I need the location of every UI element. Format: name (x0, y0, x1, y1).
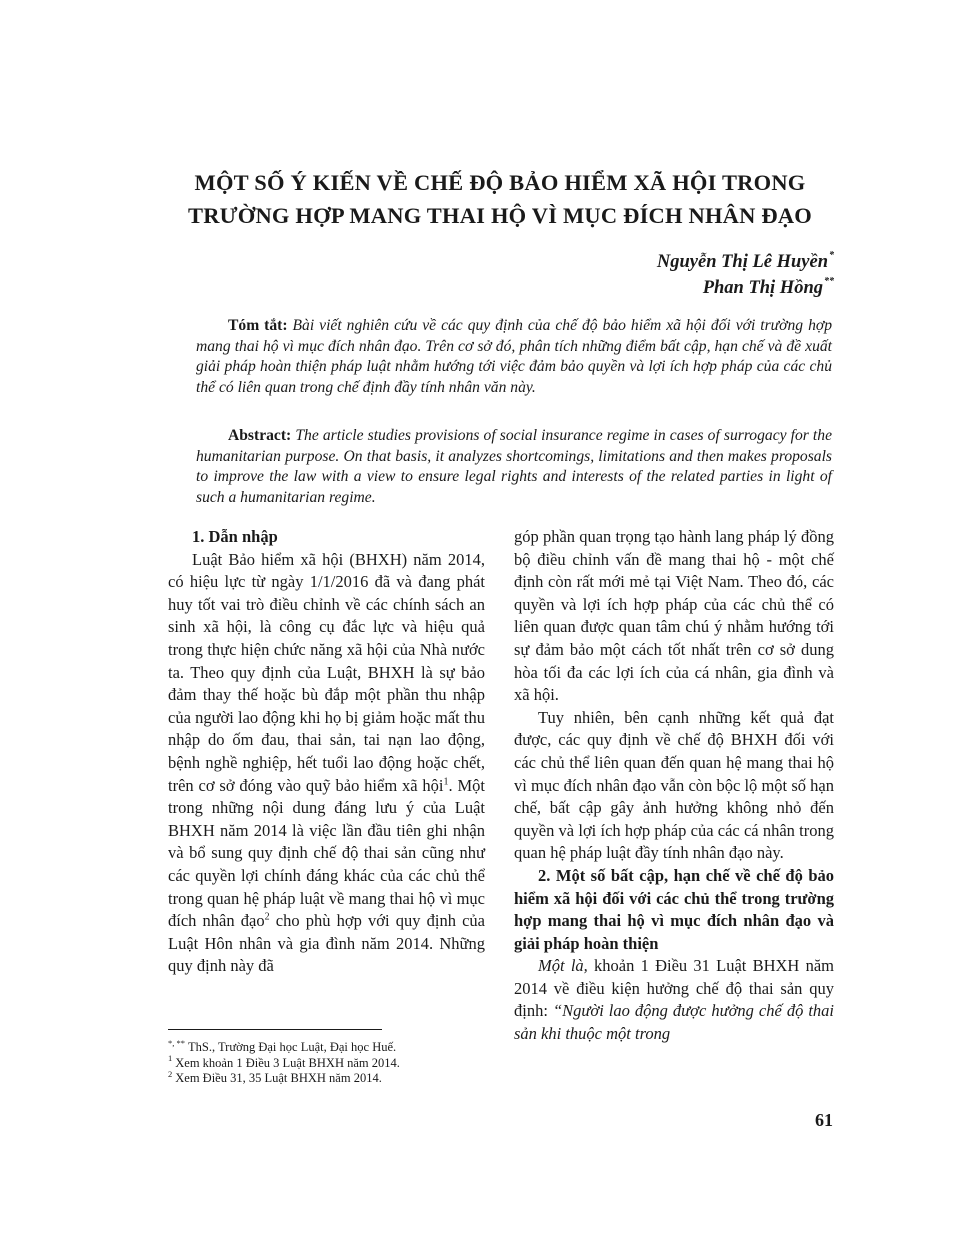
section-heading-2: 2. Một số bất cập, hạn chế về chế độ bảo hiểm xã hội đối với các chủ thể trong trường hợp mang thai hộ vì mục đích nhân đạo và giải pháp hoàn thiện (514, 865, 834, 953)
title-line-2: TRƯỜNG HỢP MANG THAI HỘ VÌ MỤC ĐÍCH NHÂN ĐẠO (187, 203, 813, 228)
paragraph: Tuy nhiên, bên cạnh những kết quả đạt được, các quy định về chế độ BHXH đối với các chủ thể liên quan đến quan hệ mang thai hộ vì mục đích nhân đạo vẫn còn bộc lộ một số hạn chế, bất cập gây ảnh hưởng không nhỏ đến quyền và lợi ích hợp pháp của các cá nhân trong quan hệ pháp luật đầy tính nhân đạo này. (514, 707, 834, 863)
left-column (168, 526, 485, 978)
quote: “Người lao động được hưởng chế độ thai sản khi thuộc một trong (514, 1001, 835, 1044)
abstract-text: The article studies provisions of social insurance regime in cases of surrogacy for the humanitarian purpose. On that basis, it analyzes shortcomings, limitations and then makes proposals to improve the law with a view to ensure legal rights and interests of the related parties in light of such a humanitarian regime. (196, 427, 832, 506)
abstract-label: Tóm tắt: (228, 317, 288, 334)
footnotes (168, 1037, 488, 1087)
abstract-english (196, 426, 832, 508)
author-2 (703, 272, 834, 300)
author-mark: ** (824, 276, 834, 287)
paragraph: Một là, khoản 1 Điều 31 Luật BHXH năm 2014 về điều kiện hưởng chế độ thai sản quy định: “Người lao động được hưởng chế độ thai sản khi thuộc một trong (514, 956, 835, 1044)
footnote-item: $^1$ Xem khoản 1 Điều 3 Luật BHXH năm 2014. (168, 1053, 400, 1070)
article-title (130, 166, 870, 232)
author-1 (657, 246, 834, 274)
abstract-vietnamese (196, 316, 832, 398)
lead-phrase: Một là, (538, 956, 588, 976)
author-name: Nguyễn Thị Lê Huyền (656, 252, 828, 273)
paragraph: Luật Bảo hiểm xã hội (BHXH) năm 2014, có hiệu lực từ ngày 1/1/2016 đã và đang phát huy tốt vai trò điều chỉnh về các chính sách an sinh xã hội, là công cụ đắc lực và hiệu quả trong thực hiện chức năng xã hội của Nhà nước ta. Theo quy định của Luật, BHXH là sự bảo đảm thay thế hoặc bù đắp một phần thu nhập của người lao động khi họ bị giảm hoặc mất thu nhập do ốm đau, thai sản, tai nạn lao động, bệnh nghề nghiệp, hết tuổi lao động hoặc chết, trên cơ sở đóng vào quỹ bảo hiểm xã hội$^1$. Một trong những nội dung đáng lưu ý của Luật BHXH năm 2014 là việc lần đầu tiên ghi nhận và bổ sung quy định chế độ thai sản cũng như các quyền lợi chính đáng khác của các chủ thể trong quan hệ pháp luật về mang thai hộ vì mục đích nhân đạo$^2$ cho phù hợp với quy định của Luật Hôn nhân và gia đình năm 2014. Những quy định này đã (168, 549, 485, 976)
footnote-ref-2[interactable]: 2 (264, 911, 270, 923)
footnote-item: *, ** ThS., Trường Đại học Luật, Đại học Huế. (168, 1037, 397, 1054)
page-number: 61 (815, 1110, 833, 1130)
footnote-ref-1[interactable]: 1 (443, 776, 449, 788)
abstract-text: Bài viết nghiên cứu về các quy định của chế độ bảo hiểm xã hội đối với trường hợp mang thai hộ vì mục đích nhân đạo. Trên cơ sở đó, phân tích những điểm bất cập, hạn chế và đề xuất giải pháp hoàn thiện pháp luật nhằm hướng tới việc đảm bảo quyền và lợi ích hợp pháp của các chủ thể có liên quan trong chế định đầy tính nhân văn này. (196, 317, 832, 396)
abstract-label: Abstract: (228, 427, 292, 444)
title-line-1: MỘT SỐ Ý KIẾN VỀ CHẾ ĐỘ BẢO HIỂM XÃ HỘI TRONG (194, 170, 806, 195)
author-mark: * (829, 250, 834, 261)
paragraph: góp phần quan trọng tạo hành lang pháp lý đồng bộ điều chỉnh vấn đề mang thai hộ - một chế định còn rất mới mẻ tại Việt Nam. Theo đó, các quyền và lợi ích hợp pháp của các chủ thể có liên quan được quan tâm chú ý nhằm hướng tới sự đảm bảo một cách tốt nhất trên cơ sở dung hòa tối đa các lợi ích của cá nhân, gia đình và xã hội. (514, 527, 834, 705)
footnote-item: $^2$ Xem Điều 31, 35 Luật BHXH năm 2014. (168, 1068, 382, 1085)
right-column (514, 526, 834, 1046)
author-name: Phan Thị Hồng (702, 278, 823, 299)
section-heading-1: 1. Dẫn nhập (192, 527, 278, 546)
footnote-divider (168, 1029, 382, 1030)
